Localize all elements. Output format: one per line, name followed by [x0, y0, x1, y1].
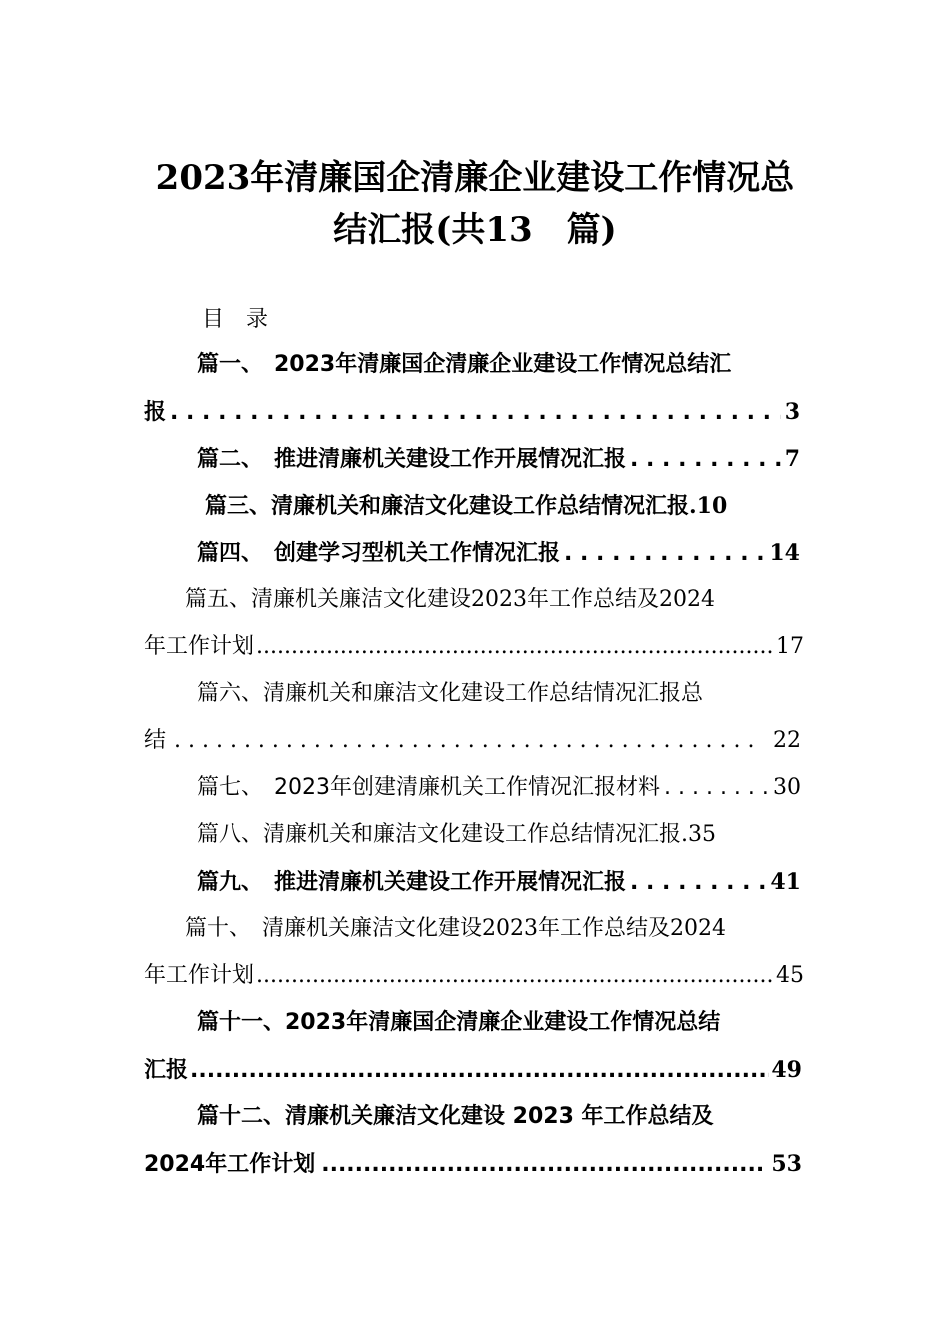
toc-page-number: .35 [681, 822, 717, 847]
toc-entry-10-line-2[interactable] [144, 959, 804, 993]
toc-entry-title: 篇三、清廉机关和廉洁文化建设工作总结情况汇报 [205, 493, 690, 519]
toc-entry-5-line-2[interactable] [144, 630, 804, 664]
toc-dot-leader [190, 1054, 769, 1088]
toc-entry-title: 报 [144, 400, 167, 425]
toc-entry-12-line-2[interactable] [144, 1147, 802, 1181]
toc-page-number: 45 [776, 963, 804, 988]
toc-entry-title: 篇九、 推进清廉机关建设工作开展情况汇报 [197, 870, 627, 895]
toc-entry-1-line-2[interactable] [144, 395, 800, 429]
toc-entry-5-line-1[interactable] [185, 583, 807, 617]
toc-page-number: 49 [771, 1057, 802, 1083]
toc-entry-title: 年工作计划 [144, 634, 255, 659]
toc-entry-10-line-1[interactable] [185, 912, 807, 946]
toc-entry-title: 篇二、 推进清廉机关建设工作开展情况汇报 [197, 447, 627, 472]
toc-dot-leader [630, 866, 766, 900]
document-title-line-1: 2023年清廉国企清廉企业建设工作情况总 [155, 158, 795, 198]
toc-entry-title: 篇十一、2023年清廉国企清廉企业建设工作情况总结 [197, 1010, 721, 1035]
toc-entry-title: 篇八、清廉机关和廉洁文化建设工作总结情况汇报 [197, 822, 682, 847]
toc-page-number: .10 [689, 493, 728, 519]
toc-entry-title: 篇六、清廉机关和廉洁文化建设工作总结情况汇报总 [197, 681, 704, 706]
toc-page-number: 53 [771, 1151, 802, 1177]
toc-entry-title: 篇四、 创建学习型机关工作情况汇报 [197, 541, 561, 566]
toc-dot-leader [564, 537, 765, 571]
toc-entry-1-line-1[interactable] [197, 348, 802, 382]
toc-page-number: 3 [784, 399, 800, 425]
toc-entry-4[interactable] [197, 536, 800, 570]
toc-entry-8[interactable] [197, 818, 807, 852]
document-title-line-2: 结汇报(共13 篇) [333, 210, 617, 250]
toc-entry-12-line-1[interactable] [197, 1100, 797, 1134]
toc-entry-2[interactable] [197, 442, 800, 476]
toc-entry-11-line-1[interactable] [197, 1006, 797, 1040]
toc-entry-11-line-2[interactable] [144, 1053, 802, 1087]
toc-entry-title: 篇五、清廉机关廉洁文化建设2023年工作总结及2024 [185, 587, 715, 612]
toc-entry-title: 年工作计划 [144, 963, 255, 988]
toc-dot-leader [174, 724, 755, 758]
toc-page-number: 14 [769, 540, 800, 566]
toc-entry-title: 篇十二、清廉机关廉洁文化建设 2023 年工作总结及 [197, 1104, 714, 1129]
toc-page-number: 30 [773, 775, 801, 800]
toc-entry-3[interactable] [205, 489, 808, 523]
toc-entry-6-line-2[interactable] [144, 724, 801, 758]
toc-page-number: 7 [784, 446, 800, 472]
toc-entry-title: 汇报 [144, 1058, 189, 1083]
toc-dot-leader [321, 1148, 765, 1182]
toc-entry-title: 2024年工作计划 [144, 1152, 316, 1177]
toc-entry-7[interactable] [197, 771, 801, 805]
toc-entry-title: 篇十、 清廉机关廉洁文化建设2023年工作总结及2024 [185, 916, 726, 941]
toc-dot-leader [256, 959, 774, 993]
toc-dot-leader [170, 396, 781, 430]
toc-page-number: 17 [776, 634, 804, 659]
toc-entry-title: 结 [144, 728, 167, 753]
toc-page-number: 22 [773, 728, 801, 753]
toc-entry-6-line-1[interactable] [197, 677, 797, 711]
toc-entry-9[interactable] [197, 865, 801, 899]
toc-entry-title: 篇七、 2023年创建清廉机关工作情况汇报材料 [197, 775, 660, 800]
toc-heading: 目录 [202, 307, 291, 332]
toc-dot-leader [256, 630, 774, 664]
toc-entry-title: 篇一、 2023年清廉国企清廉企业建设工作情况总结汇 [197, 352, 732, 377]
toc-dot-leader [664, 771, 769, 805]
toc-dot-leader [630, 443, 781, 477]
toc-page-number: 41 [770, 869, 801, 895]
